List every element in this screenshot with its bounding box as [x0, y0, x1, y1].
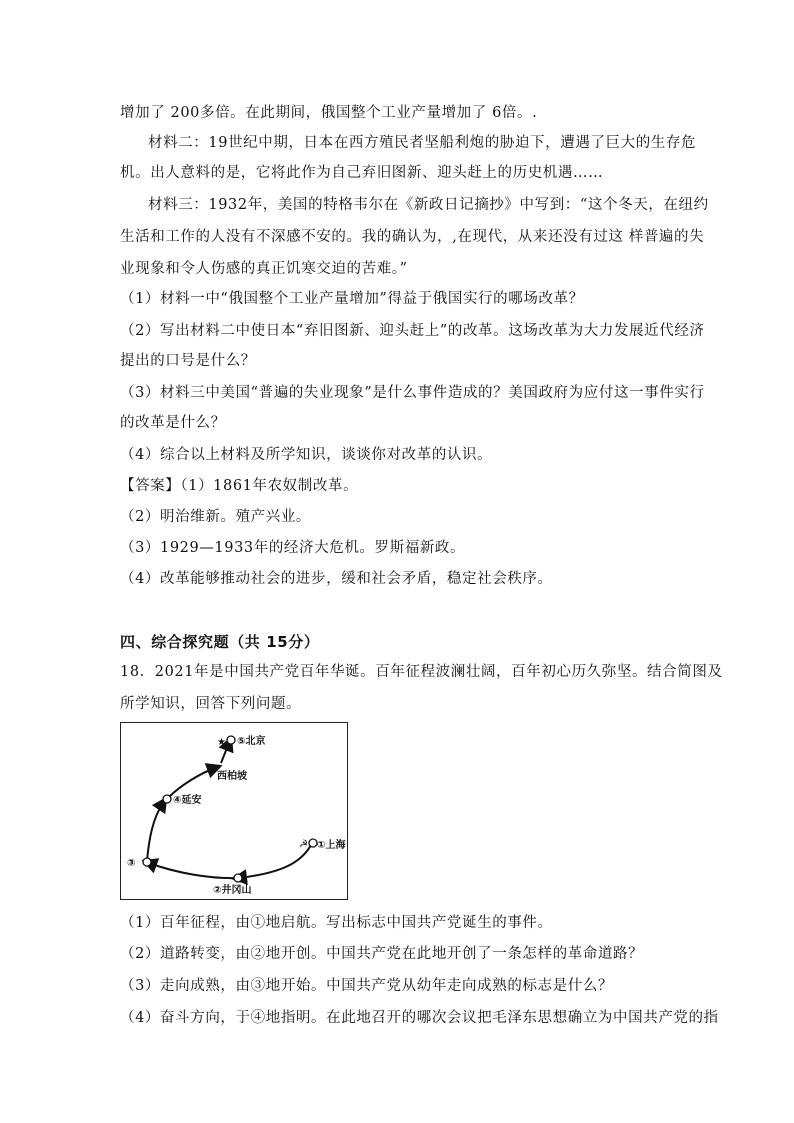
- question-1: （1）材料一中“俄国整个工业产量增加”得益于俄国实行的哪场改革？: [120, 291, 584, 307]
- text-line: 机。出人意料的是，它将此作为自己弃旧图新、迎头赶上的历史机遇……: [120, 165, 604, 181]
- route-map-drawing: [121, 723, 349, 901]
- sub-question-4: （4）奋斗方向，于④地指明。在此地召开的哪次会议把毛泽东思想确立为中国共产党的指: [120, 1010, 719, 1026]
- label-shanghai: ①上海: [317, 840, 346, 851]
- node-jinggangshan: [234, 874, 242, 882]
- node-yanan: [163, 795, 171, 803]
- question-18-cont: 所学知识，回答下列问题。: [120, 696, 302, 712]
- route-map: [120, 722, 348, 900]
- question-2-cont: 提出的口号是什么？: [120, 353, 256, 369]
- label-beijing: ⑤北京: [237, 736, 266, 747]
- question-2: （2）写出材料二中使日本“弃旧图新、迎头赶上”的改革。这场改革为大力发展近代经济: [120, 323, 705, 339]
- label-jinggangshan: ②井冈山: [213, 885, 252, 896]
- label-yanan: ④延安: [173, 795, 202, 806]
- sub-question-2: （2）道路转变，由②地开创。中国共产党在此地开创了一条怎样的革命道路？: [120, 946, 644, 962]
- sub-question-3: （3）走向成熟，由③地开始。中国共产党从幼年走向成熟的标志是什么？: [120, 978, 614, 994]
- node-beijing: [227, 736, 235, 744]
- answer-3: （3）1929—1933年的经济大危机。罗斯福新政。: [120, 540, 466, 556]
- label-xibaipo: 西柏坡: [217, 771, 247, 782]
- question-4: （4）综合以上材料及所学知识，谈谈你对改革的认识。: [120, 447, 493, 463]
- material-two-line: 材料二：19世纪中期，日本在西方殖民者坚船利炮的胁迫下，遭遇了巨大的生存危: [148, 135, 697, 151]
- node-shanghai: [309, 839, 317, 847]
- text-line: 业现象和令人伤感的真正饥寒交迫的苦难。”: [120, 261, 408, 277]
- text-line: 增加了 200多倍。在此期间，俄国整个工业产量增加了 6倍。.: [120, 105, 538, 121]
- route-site3-yanan: [147, 803, 163, 861]
- material-three-line: 材料三：1932年，美国的特格韦尔在《新政日记摘抄》中写到：“这个冬天，在纽约: [148, 197, 709, 213]
- question-3-cont: 的改革是什么？: [120, 415, 226, 431]
- route-jinggangshan-site3: [149, 863, 237, 878]
- question-18: 18．2021年是中国共产党百年华诞。百年征程波澜壮阔，百年初心历久弥坚。结合简图及: [120, 664, 723, 680]
- star-icon: ★: [217, 737, 226, 748]
- section-heading: 四、综合探究题（共 15分）: [120, 633, 320, 651]
- answer-4: （4）改革能够推动社会的进步，缓和社会矛盾，稳定社会秩序。: [120, 571, 553, 587]
- answer-2: （2）明治维新。殖产兴业。: [120, 509, 312, 525]
- text-line: 生活和工作的人没有不深感不安的。我的确认为，,在现代，从来还没有过这 样普遍的失: [120, 229, 705, 245]
- node-site3: [143, 858, 151, 866]
- sub-question-1: （1）百年征程，由①地启航。写出标志中国共产党诞生的事件。: [120, 915, 553, 931]
- answer-1: 【答案】（1）1861年农奴制改革。: [120, 478, 359, 494]
- party-icon: ☭: [299, 839, 308, 850]
- route-yanan-xibaipo: [169, 768, 215, 797]
- question-3: （3）材料三中美国“普遍的失业现象”是什么事件造成的？美国政府为应付这一事件实行: [120, 385, 705, 401]
- label-site3: ③: [127, 858, 136, 869]
